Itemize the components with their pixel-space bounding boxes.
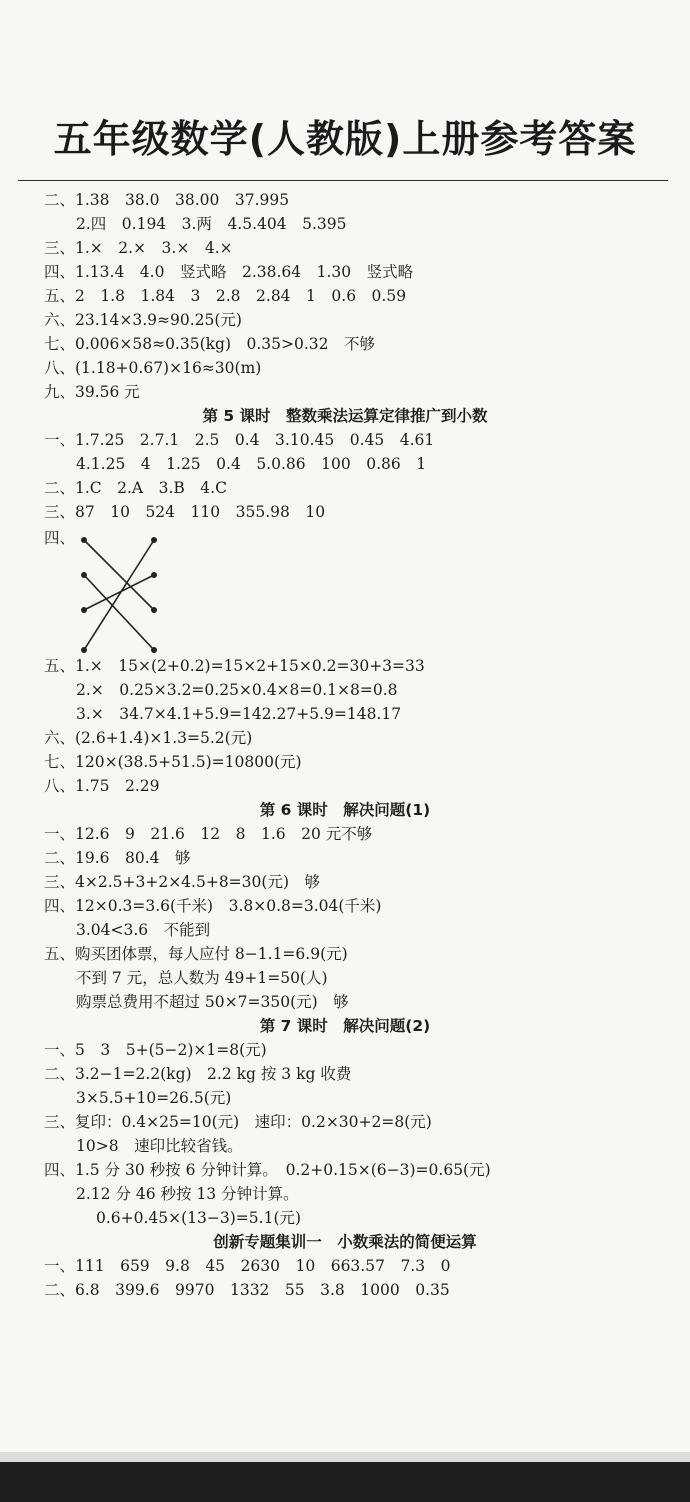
answer-line: 四、12×0.3=3.6(千米) 3.8×0.8=3.04(千米) xyxy=(44,897,382,915)
answer-line: 二、19.6 80.4 够 xyxy=(44,849,191,867)
answer-line: 六、23.14×3.9≈90.25(元) xyxy=(44,311,242,329)
answer-line: 八、(1.18+0.67)×16≈30(m) xyxy=(44,359,262,377)
answer-line: 3×5.5+10=26.5(元) xyxy=(76,1089,232,1107)
answer-line: 3.04<3.6 不能到 xyxy=(76,921,211,939)
answer-line: 四、 xyxy=(44,529,76,547)
answer-line: 七、0.006×58≈0.35(kg) 0.35>0.32 不够 xyxy=(44,335,376,353)
answer-line: 10>8 速印比较省钱。 xyxy=(76,1137,243,1155)
answer-line: 五、2 1.8 1.84 3 2.8 2.84 1 0.6 0.59 xyxy=(44,287,407,305)
answer-line: 三、1.× 2.× 3.× 4.× xyxy=(44,239,233,257)
matching-diagram xyxy=(70,530,180,660)
answer-line: 不到 7 元，总人数为 49+1=50(人) xyxy=(76,969,328,987)
answer-line: 一、111 659 9.8 45 2630 10 663.57 7.3 0 xyxy=(44,1257,451,1275)
answer-line: 九、39.56 元 xyxy=(44,383,140,401)
answer-line: 八、1.75 2.29 xyxy=(44,777,160,795)
answer-line: 一、1.7.25 2.7.1 2.5 0.4 3.10.45 0.45 4.61 xyxy=(44,431,435,449)
answer-line: 三、87 10 524 110 355.98 10 xyxy=(44,503,326,521)
answer-line: 4.1.25 4 1.25 0.4 5.0.86 100 0.86 1 xyxy=(76,455,427,473)
title-underline xyxy=(18,180,668,181)
answer-line: 二、1.C 2.A 3.B 4.C xyxy=(44,479,227,497)
lesson-heading: 第 6 课时 解决问题(1) xyxy=(259,801,431,819)
answer-line: 购票总费用不超过 50×7=350(元) 够 xyxy=(76,993,349,1011)
answer-line: 三、复印：0.4×25=10(元) 速印：0.2×30+2=8(元) xyxy=(44,1113,432,1131)
answer-line: 2.四 0.194 3.两 4.5.404 5.395 xyxy=(76,215,347,233)
answer-line: 二、6.8 399.6 9970 1332 55 3.8 1000 0.35 xyxy=(44,1281,450,1299)
answer-line: 二、3.2−1=2.2(kg) 2.2 kg 按 3 kg 收费 xyxy=(44,1065,352,1083)
page-bottom-edge xyxy=(0,1452,690,1462)
answer-line: 0.6+0.45×(13−3)=5.1(元) xyxy=(96,1209,302,1227)
answer-line: 六、(2.6+1.4)×1.3=5.2(元) xyxy=(44,729,253,747)
page-title: 五年级数学(人教版)上册参考答案 xyxy=(53,117,637,161)
page-bottom-bar xyxy=(0,1462,690,1502)
answer-line: 四、1.5 分 30 秒按 6 分钟计算。 0.2+0.15×(6−3)=0.65(元) xyxy=(44,1161,491,1179)
answer-line: 五、购买团体票，每人应付 8−1.1=6.9(元) xyxy=(44,945,348,963)
lesson-heading: 第 5 课时 整数乘法运算定律推广到小数 xyxy=(202,407,488,425)
answer-line: 三、4×2.5+3+2×4.5+8=30(元) 够 xyxy=(44,873,320,891)
answer-line: 一、5 3 5+(5−2)×1=8(元) xyxy=(44,1041,267,1059)
lesson-heading: 第 7 课时 解决问题(2) xyxy=(259,1017,431,1035)
lesson-heading: 创新专题集训一 小数乘法的简便运算 xyxy=(213,1233,477,1251)
answer-line: 2.12 分 46 秒按 13 分钟计算。 xyxy=(76,1185,299,1203)
answer-line: 2.× 0.25×3.2=0.25×0.4×8=0.1×8=0.8 xyxy=(76,681,398,699)
answer-line: 二、1.38 38.0 38.00 37.995 xyxy=(44,191,290,209)
answer-line: 五、1.× 15×(2+0.2)=15×2+15×0.2=30+3=33 xyxy=(44,657,425,675)
answer-line: 七、120×(38.5+51.5)=10800(元) xyxy=(44,753,302,771)
answer-line: 一、12.6 9 21.6 12 8 1.6 20 元不够 xyxy=(44,825,373,843)
answer-line: 四、1.13.4 4.0 竖式略 2.38.64 1.30 竖式略 xyxy=(44,263,414,281)
answer-line: 3.× 34.7×4.1+5.9=142.27+5.9=148.17 xyxy=(76,705,402,723)
